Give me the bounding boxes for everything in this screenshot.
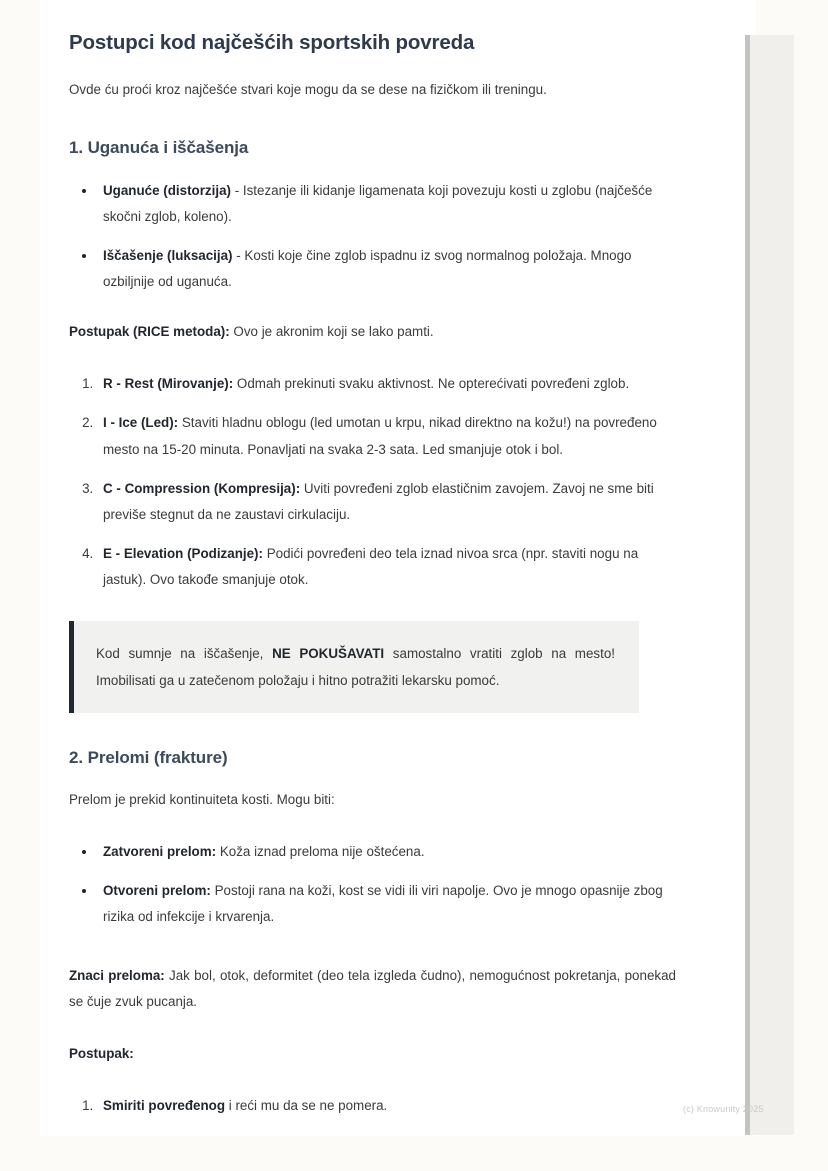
section-heading-2: 2. Prelomi (frakture): [69, 747, 228, 767]
section-2-bullet-list: [69, 839, 676, 930]
list-item-term: E - Elevation (Podizanje):: [103, 545, 263, 561]
fracture-steps-list: [69, 1093, 676, 1119]
list-item-text: Postoji rana na koži, kost se vidi ili viri napolje. Ovo je mnogo opasnije zbog rizika od infekcije i krvarenja.: [103, 883, 663, 925]
fracture-signs-text: Jak bol, otok, deformitet (deo tela izgleda čudno), nemogućnost pokretanja, ponekad se čuje zvuk pucanja.: [69, 967, 676, 1009]
list-item-term: Uganuće (distorzija): [103, 182, 231, 198]
list-item-term: Smiriti povređenog: [103, 1097, 226, 1113]
list-item: [97, 243, 676, 295]
page-title: Postupci kod najčešćih sportskih povreda: [69, 31, 475, 54]
list-item-term: I - Ice (Led):: [103, 415, 179, 431]
list-item: [97, 371, 676, 397]
callout-text-before: Kod sumnje na iščašenje,: [96, 646, 273, 662]
list-item: [97, 541, 676, 593]
watermark: (c) Knowunity 2025: [683, 1104, 764, 1114]
rice-procedure-text: Ovo je akronim koji se lako pamti.: [229, 324, 434, 340]
list-item-text: - Kosti koje čine zglob ispadnu iz svog normalnog položaja. Mnogo ozbiljnije od uganuća.: [103, 247, 632, 289]
scrollbar-thumb[interactable]: [745, 35, 750, 1135]
list-item-term: Zatvoreni prelom:: [103, 844, 217, 860]
warning-callout: [69, 621, 639, 713]
list-item-text: Odmah prekinuti svaku aktivnost. Ne opterećivati povređeni zglob.: [233, 376, 630, 392]
list-item-text: - Istezanje ili kidanje ligamenata koji povezuju kosti u zglobu (najčešće skočni zglob, koleno).: [103, 182, 653, 224]
rice-procedure-label: Postupak (RICE metoda):: [69, 324, 230, 340]
scrollbar-track[interactable]: [745, 35, 794, 1135]
section-2-procedure-label: Postupak:: [69, 1045, 134, 1061]
list-item: [97, 878, 676, 930]
list-item: [97, 410, 676, 462]
callout-emphasis: NE POKUŠAVATI: [272, 646, 385, 662]
document-content: [40, 0, 716, 1119]
list-item-term: C - Compression (Kompresija):: [103, 480, 301, 496]
spacer: [69, 945, 676, 963]
list-item-text: Koža iznad preloma nije oštećena.: [216, 844, 425, 860]
spacer: [69, 309, 676, 319]
rice-procedure-paragraph: [69, 319, 676, 345]
document-card: [40, 0, 756, 1136]
rice-steps-list: [69, 371, 676, 593]
fracture-signs-label: Znaci preloma:: [69, 967, 165, 983]
section-2-procedure-label-paragraph: [69, 1041, 676, 1067]
list-item: [97, 1093, 676, 1119]
spacer: [69, 361, 676, 371]
list-item: [97, 178, 676, 230]
list-item: [97, 476, 676, 528]
callout-text-after: samostalno vratiti zglob na mesto! Imobilisati ga u zatečenom položaju i hitno potražiti lekarsku pomoć.: [96, 646, 615, 689]
section-heading-1: 1. Uganuća i iščašenja: [69, 138, 249, 158]
spacer: [69, 1083, 676, 1093]
list-item-term: Otvoreni prelom:: [103, 883, 211, 899]
fracture-signs-paragraph: [69, 963, 676, 1015]
list-item-text: Staviti hladnu oblogu (led umotan u krpu, nikad direktno na kožu!) na povređeno mesto na 15-20 minuta. Ponavljati na svaka 2-3 sata. Led smanjuje otok i bol.: [103, 415, 657, 457]
list-item-text: i reći mu da se ne pomera.: [225, 1097, 388, 1113]
section-1-bullet-list: [69, 178, 676, 296]
list-item-text: Podići povređeni deo tela iznad nivoa srca (npr. staviti nogu na jastuk). Ovo takođe smanjuje otok.: [103, 545, 639, 588]
warning-callout-text: [96, 641, 615, 695]
list-item-term: R - Rest (Mirovanje):: [103, 376, 234, 392]
intro-paragraph: Ovde ću proći kroz najčešće stvari koje mogu da se dese na fizičkom ili treningu.: [69, 81, 547, 97]
list-item: [97, 839, 676, 865]
section-2-intro: Prelom je prekid kontinuiteta kosti. Mogu biti:: [69, 791, 335, 807]
list-item-text: Uviti povređeni zglob elastičnim zavojem. Zavoj ne sme biti previše stegnut da ne zaustavi cirkulaciju.: [103, 480, 654, 522]
spacer: [69, 1031, 676, 1041]
list-item-term: Iščašenje (luksacija): [103, 247, 233, 263]
spacer: [69, 829, 676, 839]
